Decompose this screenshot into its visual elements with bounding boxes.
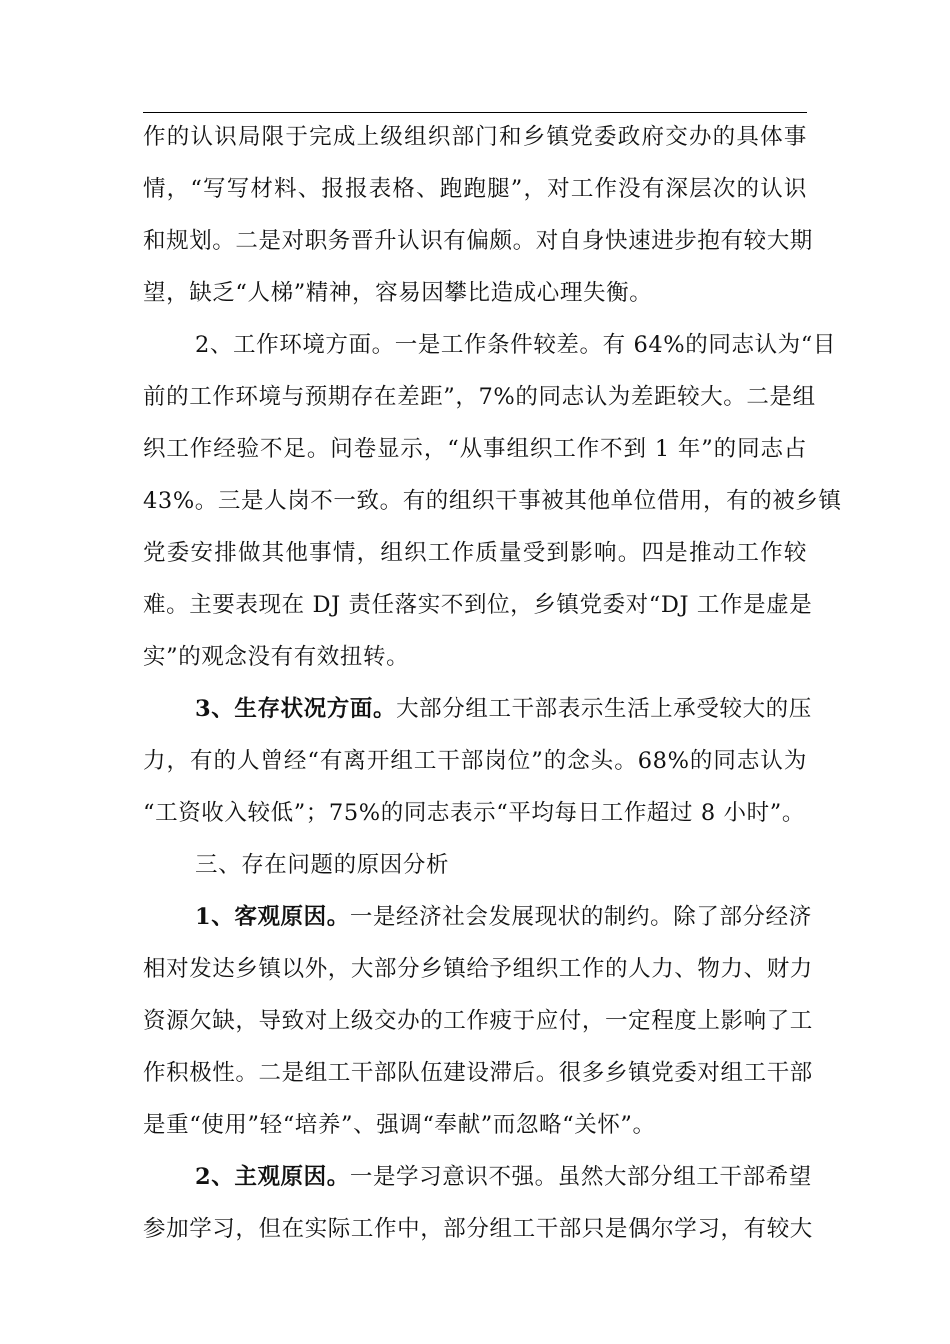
paragraph-line: 情，“写写材料、报报表格、跑跑腿”，对工作没有深层次的认识 bbox=[143, 176, 807, 202]
section-living-conditions-line bbox=[143, 686, 812, 738]
paragraph-text: 大部分组工干部表示生活上承受较大的压 bbox=[396, 696, 812, 722]
paragraph-line: 织工作经验不足。问卷显示，“从事组织工作不到 1 年”的同志占 bbox=[143, 436, 807, 462]
section-heading: 2、主观原因。 bbox=[195, 1164, 350, 1190]
paragraph-line: 是重“使用”轻“培养”、强调“奉献”而忽略“关怀”。 bbox=[143, 1112, 656, 1138]
paragraph-text: 一是学习意识不强。虽然大部分组工干部希望 bbox=[349, 1164, 812, 1190]
cause-subjective-line bbox=[143, 1154, 812, 1206]
cause-objective-line bbox=[143, 894, 812, 946]
section-work-environment-line: 2、工作环境方面。一是工作条件较差。有 64%的同志认为“目 bbox=[195, 332, 836, 358]
part-heading: 三、存在问题的原因分析 bbox=[195, 852, 450, 878]
paragraph-line: 作积极性。二是组工干部队伍建设滞后。很多乡镇党委对组工干部 bbox=[143, 1060, 813, 1086]
paragraph-line: 和规划。二是对职务晋升认识有偏颇。对自身快速进步抱有较大期 bbox=[143, 228, 813, 254]
paragraph-line: 望，缺乏“人梯”精神，容易因攀比造成心理失衡。 bbox=[143, 280, 653, 306]
paragraph-line: 资源欠缺，导致对上级交办的工作疲于应付，一定程度上影响了工 bbox=[143, 1008, 813, 1034]
paragraph-text: 一是经济社会发展现状的制约。除了部分经济 bbox=[349, 904, 812, 930]
paragraph-line: 党委安排做其他事情，组织工作质量受到影响。四是推动工作较 bbox=[143, 540, 807, 566]
paragraph-line: “工资收入较低”；75%的同志表示“平均每日工作超过 8 小时”。 bbox=[143, 800, 805, 826]
paragraph-line: 实”的观念没有有效扭转。 bbox=[143, 644, 410, 670]
section-heading: 1、客观原因。 bbox=[195, 904, 350, 930]
paragraph-line: 43%。三是人岗不一致。有的组织干事被其他单位借用，有的被乡镇 bbox=[143, 488, 842, 514]
paragraph-line: 参加学习，但在实际工作中，部分组工干部只是偶尔学习，有较大 bbox=[143, 1216, 813, 1242]
paragraph-line: 难。主要表现在 DJ 责任落实不到位，乡镇党委对“DJ 工作是虚是 bbox=[143, 592, 813, 618]
paragraph-line: 力，有的人曾经“有离开组工干部岗位”的念头。68%的同志认为 bbox=[143, 748, 807, 774]
document-page bbox=[143, 114, 842, 1258]
header-rule bbox=[143, 112, 807, 113]
paragraph-line: 作的认识局限于完成上级组织部门和乡镇党委政府交办的具体事 bbox=[143, 124, 807, 150]
paragraph-line: 相对发达乡镇以外，大部分乡镇给予组织工作的人力、物力、财力 bbox=[143, 956, 813, 982]
section-heading: 3、生存状况方面。 bbox=[195, 696, 397, 722]
paragraph-line: 前的工作环境与预期存在差距”，7%的同志认为差距较大。二是组 bbox=[143, 384, 816, 410]
